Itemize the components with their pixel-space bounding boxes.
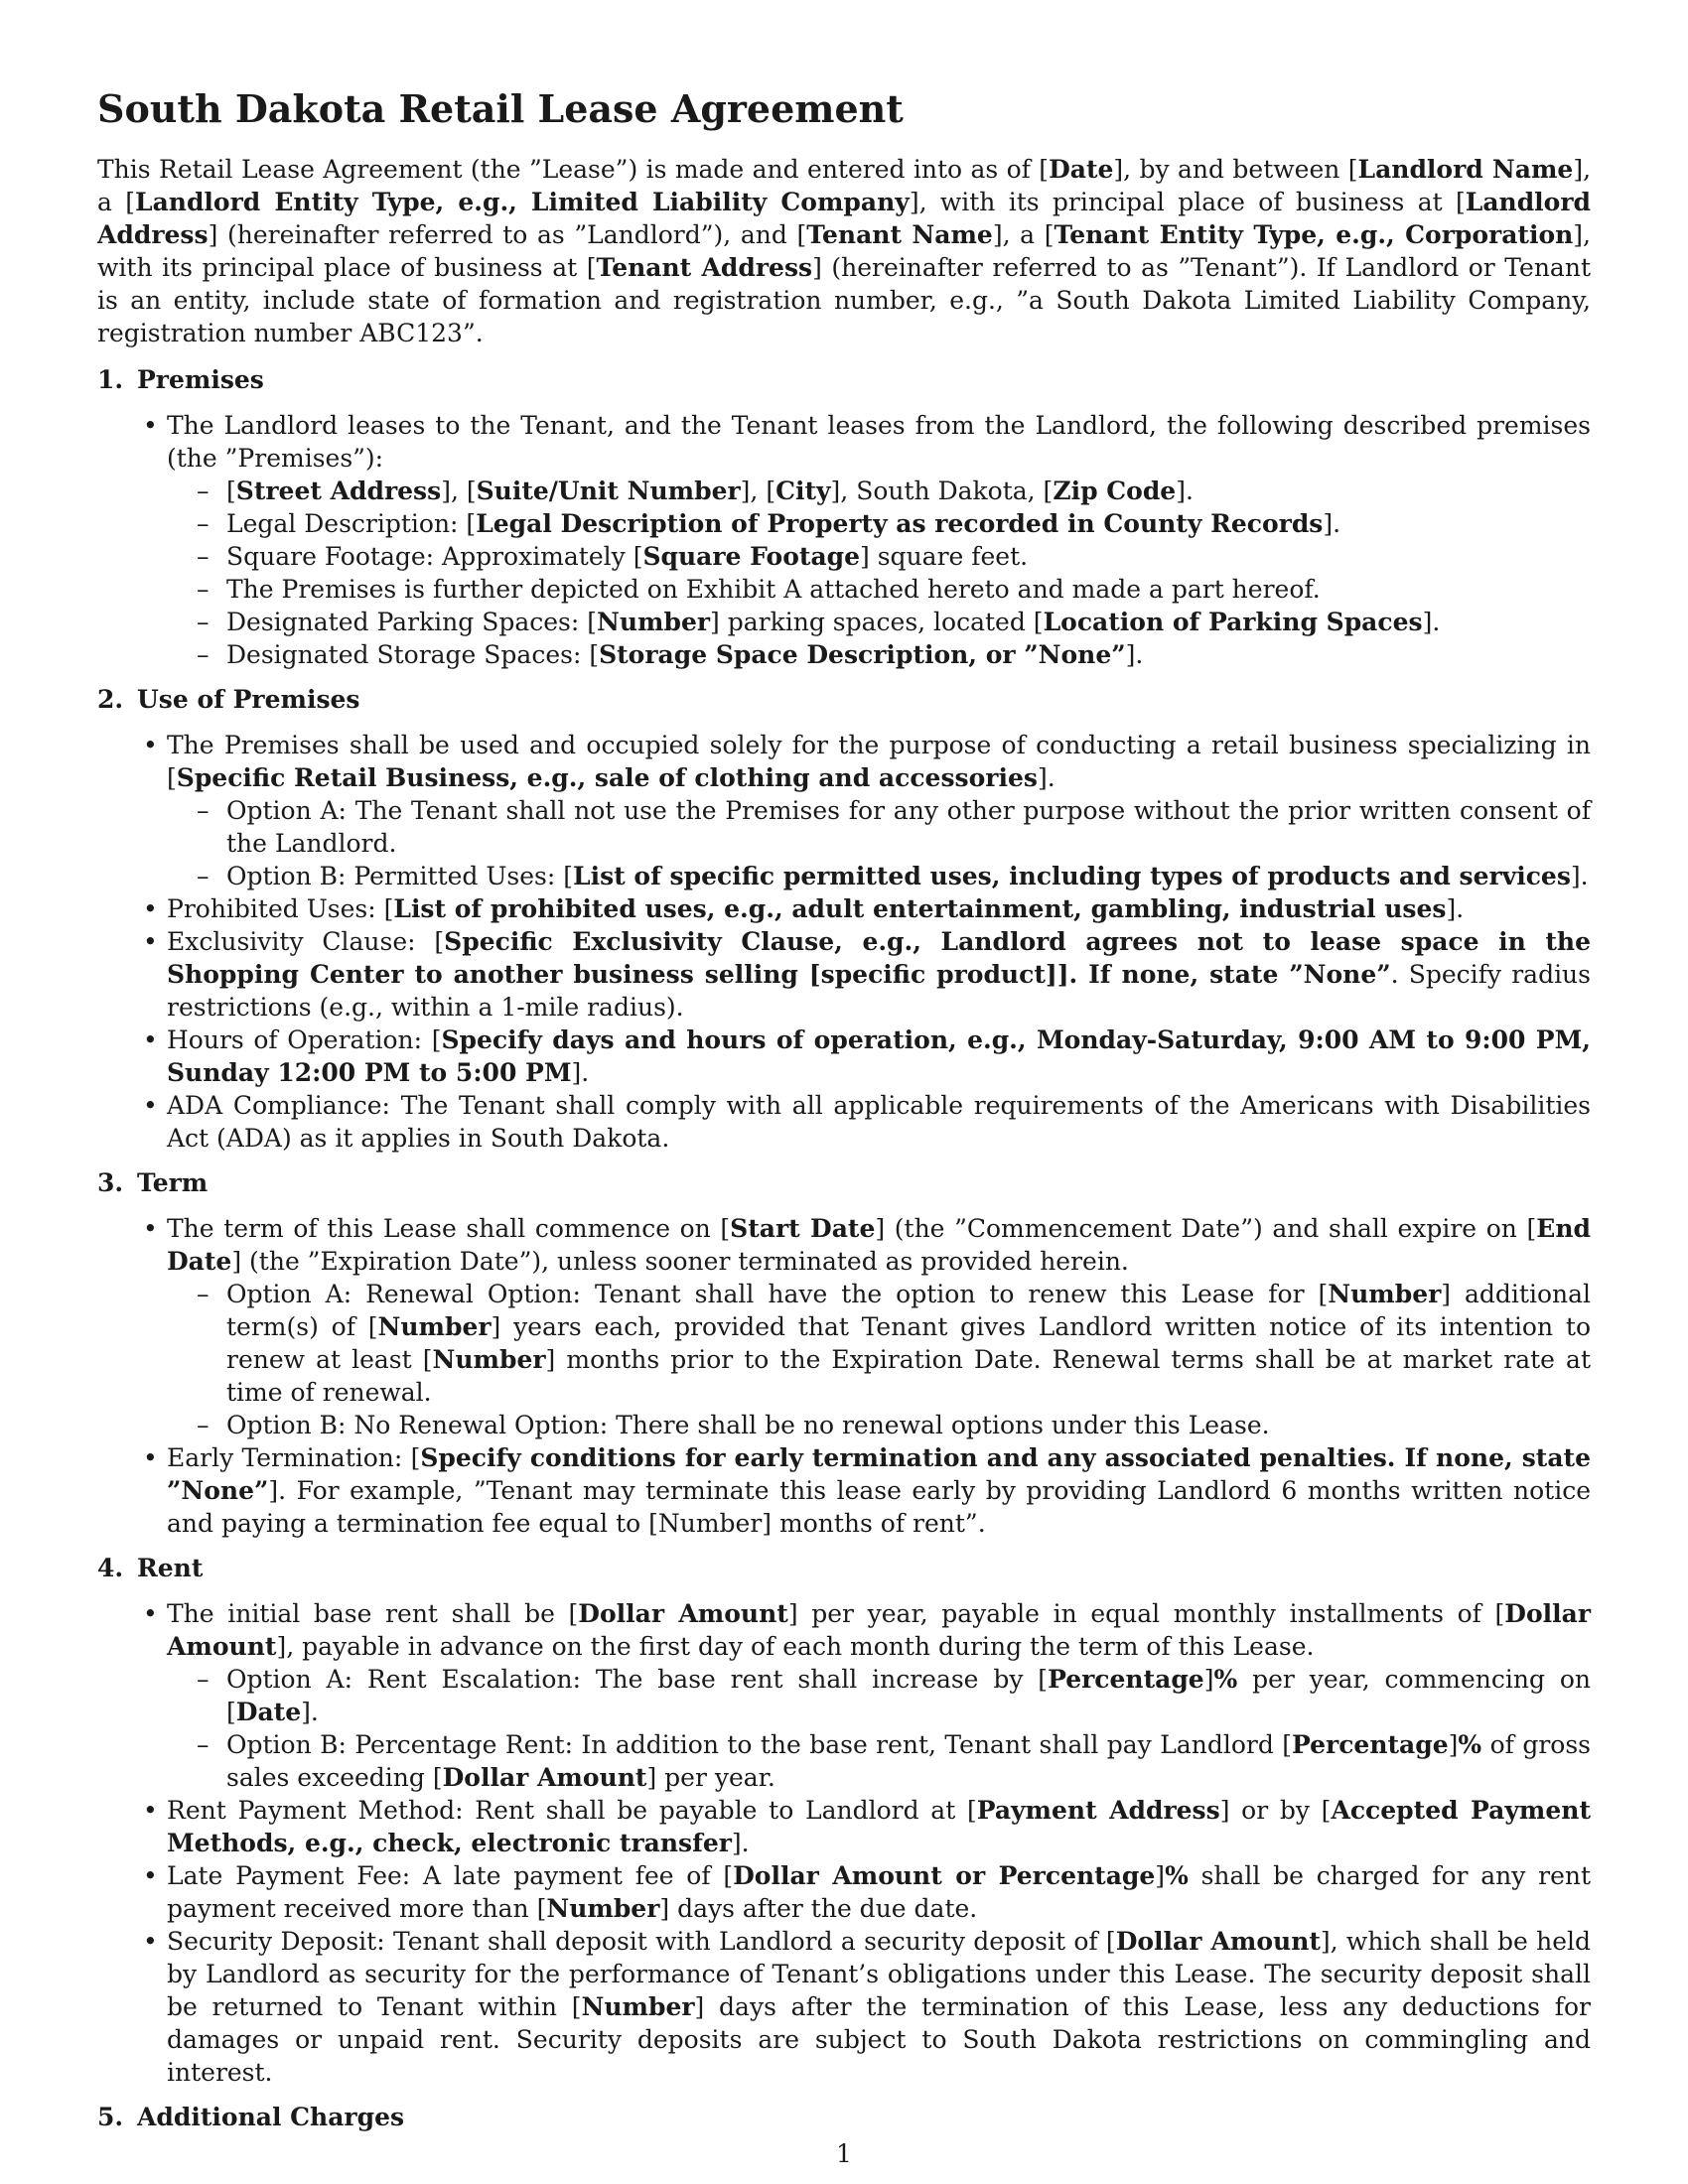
placeholder-field: % (1458, 1730, 1482, 1759)
placeholder-field: End Date (167, 1214, 1591, 1276)
text-run: ] per year, payable in equal monthly installments of [ (787, 1599, 1505, 1628)
section-heading (97, 1552, 1591, 1584)
text-run: ] days after the due date. (659, 1894, 978, 1923)
text-run: ]. (1323, 509, 1341, 538)
placeholder-field: Dollar Amount or Percentage (733, 1861, 1156, 1890)
text-run: ], [ (441, 477, 477, 505)
bullet-item (167, 1597, 1591, 1794)
bullet-item (167, 1441, 1591, 1540)
bullet-item (167, 892, 1591, 925)
placeholder-field: Tenant Entity Type, e.g., Corporation (1054, 220, 1574, 249)
bullet-item (167, 925, 1591, 1024)
placeholder-field: Specific Retail Business, e.g., sale of clothing and accessories (176, 763, 1038, 792)
section-heading (97, 1166, 1591, 1199)
text-run: This Retail Lease Agreement (the ”Lease”) is made and entered into as of [ (97, 155, 1050, 184)
placeholder-field: Landlord Name (1357, 155, 1574, 184)
placeholder-field: Number (597, 608, 711, 636)
text-run: per year, commencing on [ (226, 1665, 1592, 1726)
placeholder-field: Storage Space Description, or ”None” (599, 640, 1126, 669)
section-5 (97, 2101, 1591, 2133)
text-run: ]. (731, 1829, 750, 1857)
text-run: ] per year. (646, 1763, 775, 1792)
sub-list (167, 794, 1591, 892)
bullet-item (167, 1925, 1591, 2089)
text-run: Late Payment Fee: A late payment fee of [ (167, 1861, 734, 1890)
text-run: Exclusivity Clause: [ (167, 927, 445, 956)
section-title: Rent (137, 1554, 204, 1582)
text-run: Security Deposit: Tenant shall deposit with Landlord a security deposit of [ (167, 1927, 1116, 1956)
text-run: ], [ (740, 477, 776, 505)
section-number: 2. (97, 685, 124, 714)
sub-item (226, 573, 1591, 606)
text-run: ] days after the termination of this Lease, less any deductions for damages or unpaid rent. Security deposits are subject to South Dakota restrictions on commingling and interest. (167, 1992, 1591, 2087)
placeholder-field: Location of Parking Spaces (1043, 608, 1423, 636)
placeholder-field: Tenant Address (596, 253, 813, 282)
sub-item (226, 1278, 1591, 1409)
placeholder-field: Tenant Name (806, 220, 993, 249)
placeholder-field: Street Address (235, 477, 442, 505)
text-run: ], South Dakota, [ (830, 477, 1054, 505)
page-number: 1 (836, 2139, 852, 2168)
section-heading (97, 363, 1591, 396)
text-run: ] (hereinafter referred to as ”Tenant”). If Landlord or Tenant is an entity, include state of formation and registration number, e.g., ”a South Dakota Limited Liability Company, registration number ABC123”. (97, 253, 1591, 347)
sub-item (226, 507, 1591, 540)
text-run: Prohibited Uses: [ (167, 894, 394, 923)
placeholder-field: Percentage (1048, 1665, 1204, 1694)
placeholder-field: List of prohibited uses, e.g., adult entertainment, gambling, industrial uses (393, 894, 1447, 923)
text-run: [ (226, 477, 236, 505)
section-title: Additional Charges (137, 2103, 405, 2131)
text-run: ]. (301, 1698, 319, 1726)
text-run: ]. (1037, 763, 1055, 792)
placeholder-field: Number (377, 1312, 492, 1341)
placeholder-field: Zip Code (1053, 477, 1177, 505)
placeholder-field: Number (1328, 1280, 1442, 1308)
sub-item (226, 1663, 1591, 1728)
text-run: Option B: No Renewal Option: There shall be no renewal options under this Lease. (226, 1411, 1270, 1439)
text-run: ], payable in advance on the first day of each month during the term of this Lease. (276, 1632, 1315, 1661)
sub-item (226, 606, 1591, 638)
section-number: 4. (97, 1554, 124, 1582)
placeholder-field: Number (546, 1894, 660, 1923)
placeholder-field: Start Date (730, 1214, 876, 1243)
section-title: Term (137, 1168, 209, 1197)
sub-item (226, 1728, 1591, 1794)
placeholder-field: Date (1049, 155, 1114, 184)
bullet-list (97, 1597, 1591, 2089)
sections-container (97, 363, 1591, 2133)
bullet-item (167, 1024, 1591, 1089)
text-run: ]. (571, 1058, 590, 1087)
sub-list (167, 475, 1591, 671)
text-run: Legal Description: [ (226, 509, 477, 538)
text-run: ], a [ (97, 155, 1592, 216)
placeholder-field: % (1213, 1665, 1238, 1694)
text-run: ]. (1570, 862, 1589, 890)
text-run: The Landlord leases to the Tenant, and the Tenant leases from the Landlord, the following described premises (the ”Premises”): (167, 411, 1591, 473)
text-run: ] (the ”Expiration Date”), unless sooner terminated as provided herein. (231, 1247, 1129, 1276)
text-run: ] (hereinafter referred to as ”Landlord”), and [ (208, 220, 807, 249)
text-run: Rent Payment Method: Rent shall be payable to Landlord at [ (167, 1796, 977, 1825)
sub-item (226, 860, 1591, 892)
bullet-list (97, 1212, 1591, 1540)
sub-item (226, 540, 1591, 573)
text-run: ] (1155, 1861, 1166, 1890)
sub-item (226, 475, 1591, 507)
placeholder-field: Specify conditions for early termination and any associated penalties. If none, state ”None” (167, 1443, 1591, 1505)
text-run: The Premises shall be used and occupied solely for the purpose of conducting a retail business specializing in [ (167, 731, 1591, 792)
section-3 (97, 1166, 1591, 1540)
text-run: ]. (1125, 640, 1144, 669)
text-run: ], with its principal place of business at [ (97, 220, 1591, 282)
text-run: ], a [ (992, 220, 1055, 249)
section-1 (97, 363, 1591, 671)
text-run: Early Termination: [ (167, 1443, 421, 1472)
text-run: Hours of Operation: [ (167, 1025, 442, 1054)
placeholder-field: Accepted Payment Methods, e.g., check, electronic transfer (167, 1796, 1591, 1857)
section-title: Premises (137, 365, 264, 394)
placeholder-field: Suite/Unit Number (476, 477, 741, 505)
text-run: The term of this Lease shall commence on [ (167, 1214, 731, 1243)
text-run: shall be charged for any rent payment received more than [ (167, 1861, 1592, 1923)
text-run: ] or by [ (1219, 1796, 1332, 1825)
bullet-item (167, 729, 1591, 892)
text-run: ] additional term(s) of [ (226, 1280, 1591, 1341)
text-run: of gross sales exceeding [ (226, 1730, 1591, 1792)
text-run: ]. (1446, 894, 1465, 923)
bullet-item (167, 409, 1591, 671)
sub-item (226, 794, 1591, 860)
placeholder-field: City (775, 477, 831, 505)
section-number: 3. (97, 1168, 124, 1197)
text-run: ]. (1176, 477, 1194, 505)
text-run: Option A: The Tenant shall not use the Premises for any other purpose without the prior written consent of the Landlord. (226, 796, 1591, 858)
text-run: ] parking spaces, located [ (710, 608, 1044, 636)
section-title: Use of Premises (137, 685, 360, 714)
text-run: ] (1203, 1665, 1214, 1694)
text-run: ] months prior to the Expiration Date. Renewal terms shall be at market rate at time of renewal. (226, 1345, 1591, 1407)
text-run: Option B: Percentage Rent: In addition to the base rent, Tenant shall pay Landlord [ (226, 1730, 1292, 1759)
text-run: ] (the ”Commencement Date”) and shall expire on [ (875, 1214, 1537, 1243)
placeholder-field: List of specific permitted uses, including types of products and services (573, 862, 1571, 890)
bullet-item (167, 1794, 1591, 1859)
text-run: The initial base rent shall be [ (167, 1599, 579, 1628)
text-run: ]. (1422, 608, 1441, 636)
text-run: ], which shall be held by Landlord as security for the performance of Tenant’s obligations under this Lease. The security deposit shall be returned to Tenant within [ (167, 1927, 1591, 2021)
placeholder-field: Landlord Address (97, 188, 1591, 249)
text-run: ], with its principal place of business at [ (909, 188, 1466, 216)
section-number: 1. (97, 365, 124, 394)
text-run: ] (1448, 1730, 1459, 1759)
text-run: ], by and between [ (1113, 155, 1358, 184)
placeholder-field: Specific Exclusivity Clause, e.g., Landlord agrees not to lease space in the Shopping Center to another business selling [specific product]]. If none, state ”None” (167, 927, 1592, 989)
placeholder-field: Number (581, 1992, 695, 2021)
placeholder-field: % (1165, 1861, 1189, 1890)
text-run: Option A: Rent Escalation: The base rent shall increase by [ (226, 1665, 1049, 1694)
placeholder-field: Dollar Amount (1115, 1927, 1321, 1956)
text-run: Option A: Renewal Option: Tenant shall have the option to renew this Lease for [ (226, 1280, 1329, 1308)
placeholder-field: Percentage (1292, 1730, 1449, 1759)
placeholder-field: Date (235, 1698, 302, 1726)
placeholder-field: Specify days and hours of operation, e.g., Monday-Saturday, 9:00 AM to 9:00 PM, Sunday 12:00 PM to 5:00 PM (167, 1025, 1591, 1087)
intro-paragraph (97, 153, 1591, 349)
text-run: ]. For example, ”Tenant may terminate this lease early by providing Landlord 6 months written notice and paying a termination fee equal to [Number] months of rent”. (167, 1476, 1591, 1538)
text-run: ] years each, provided that Tenant gives Landlord written notice of its intention to renew at least [ (226, 1312, 1591, 1374)
bullet-item (167, 1089, 1591, 1155)
text-run: . Specify radius restrictions (e.g., within a 1-mile radius). (167, 960, 1591, 1022)
placeholder-field: Dollar Amount (167, 1599, 1591, 1661)
section-4 (97, 1552, 1591, 2089)
placeholder-field: Square Footage (642, 542, 861, 571)
section-heading (97, 683, 1591, 716)
section-number: 5. (97, 2103, 124, 2131)
text-run: Square Footage: Approximately [ (226, 542, 643, 571)
bullet-list (97, 409, 1591, 671)
text-run: Option B: Permitted Uses: [ (226, 862, 574, 890)
placeholder-field: Landlord Entity Type, e.g., Limited Liability Company (135, 188, 910, 216)
bullet-item (167, 1212, 1591, 1441)
text-run: The Premises is further depicted on Exhibit A attached hereto and made a part hereof. (226, 575, 1321, 604)
placeholder-field: Legal Description of Property as recorded in County Records (476, 509, 1324, 538)
text-run: ] square feet. (860, 542, 1029, 571)
document-title: South Dakota Retail Lease Agreement (97, 86, 904, 131)
sub-item (226, 638, 1591, 671)
bullet-item (167, 1859, 1591, 1925)
placeholder-field: Dollar Amount (578, 1599, 788, 1628)
text-run: ADA Compliance: The Tenant shall comply with all applicable requirements of the Americans with Disabilities Act (ADA) as it applies in South Dakota. (167, 1091, 1591, 1153)
sub-list (167, 1278, 1591, 1441)
text-run: Designated Parking Spaces: [ (226, 608, 597, 636)
bullet-list (97, 729, 1591, 1155)
section-heading (97, 2101, 1591, 2133)
text-run: Designated Storage Spaces: [ (226, 640, 600, 669)
sub-item (226, 1409, 1591, 1441)
sub-list (167, 1663, 1591, 1794)
placeholder-field: Dollar Amount (442, 1763, 647, 1792)
section-2 (97, 683, 1591, 1155)
placeholder-field: Payment Address (976, 1796, 1220, 1825)
placeholder-field: Number (432, 1345, 546, 1374)
